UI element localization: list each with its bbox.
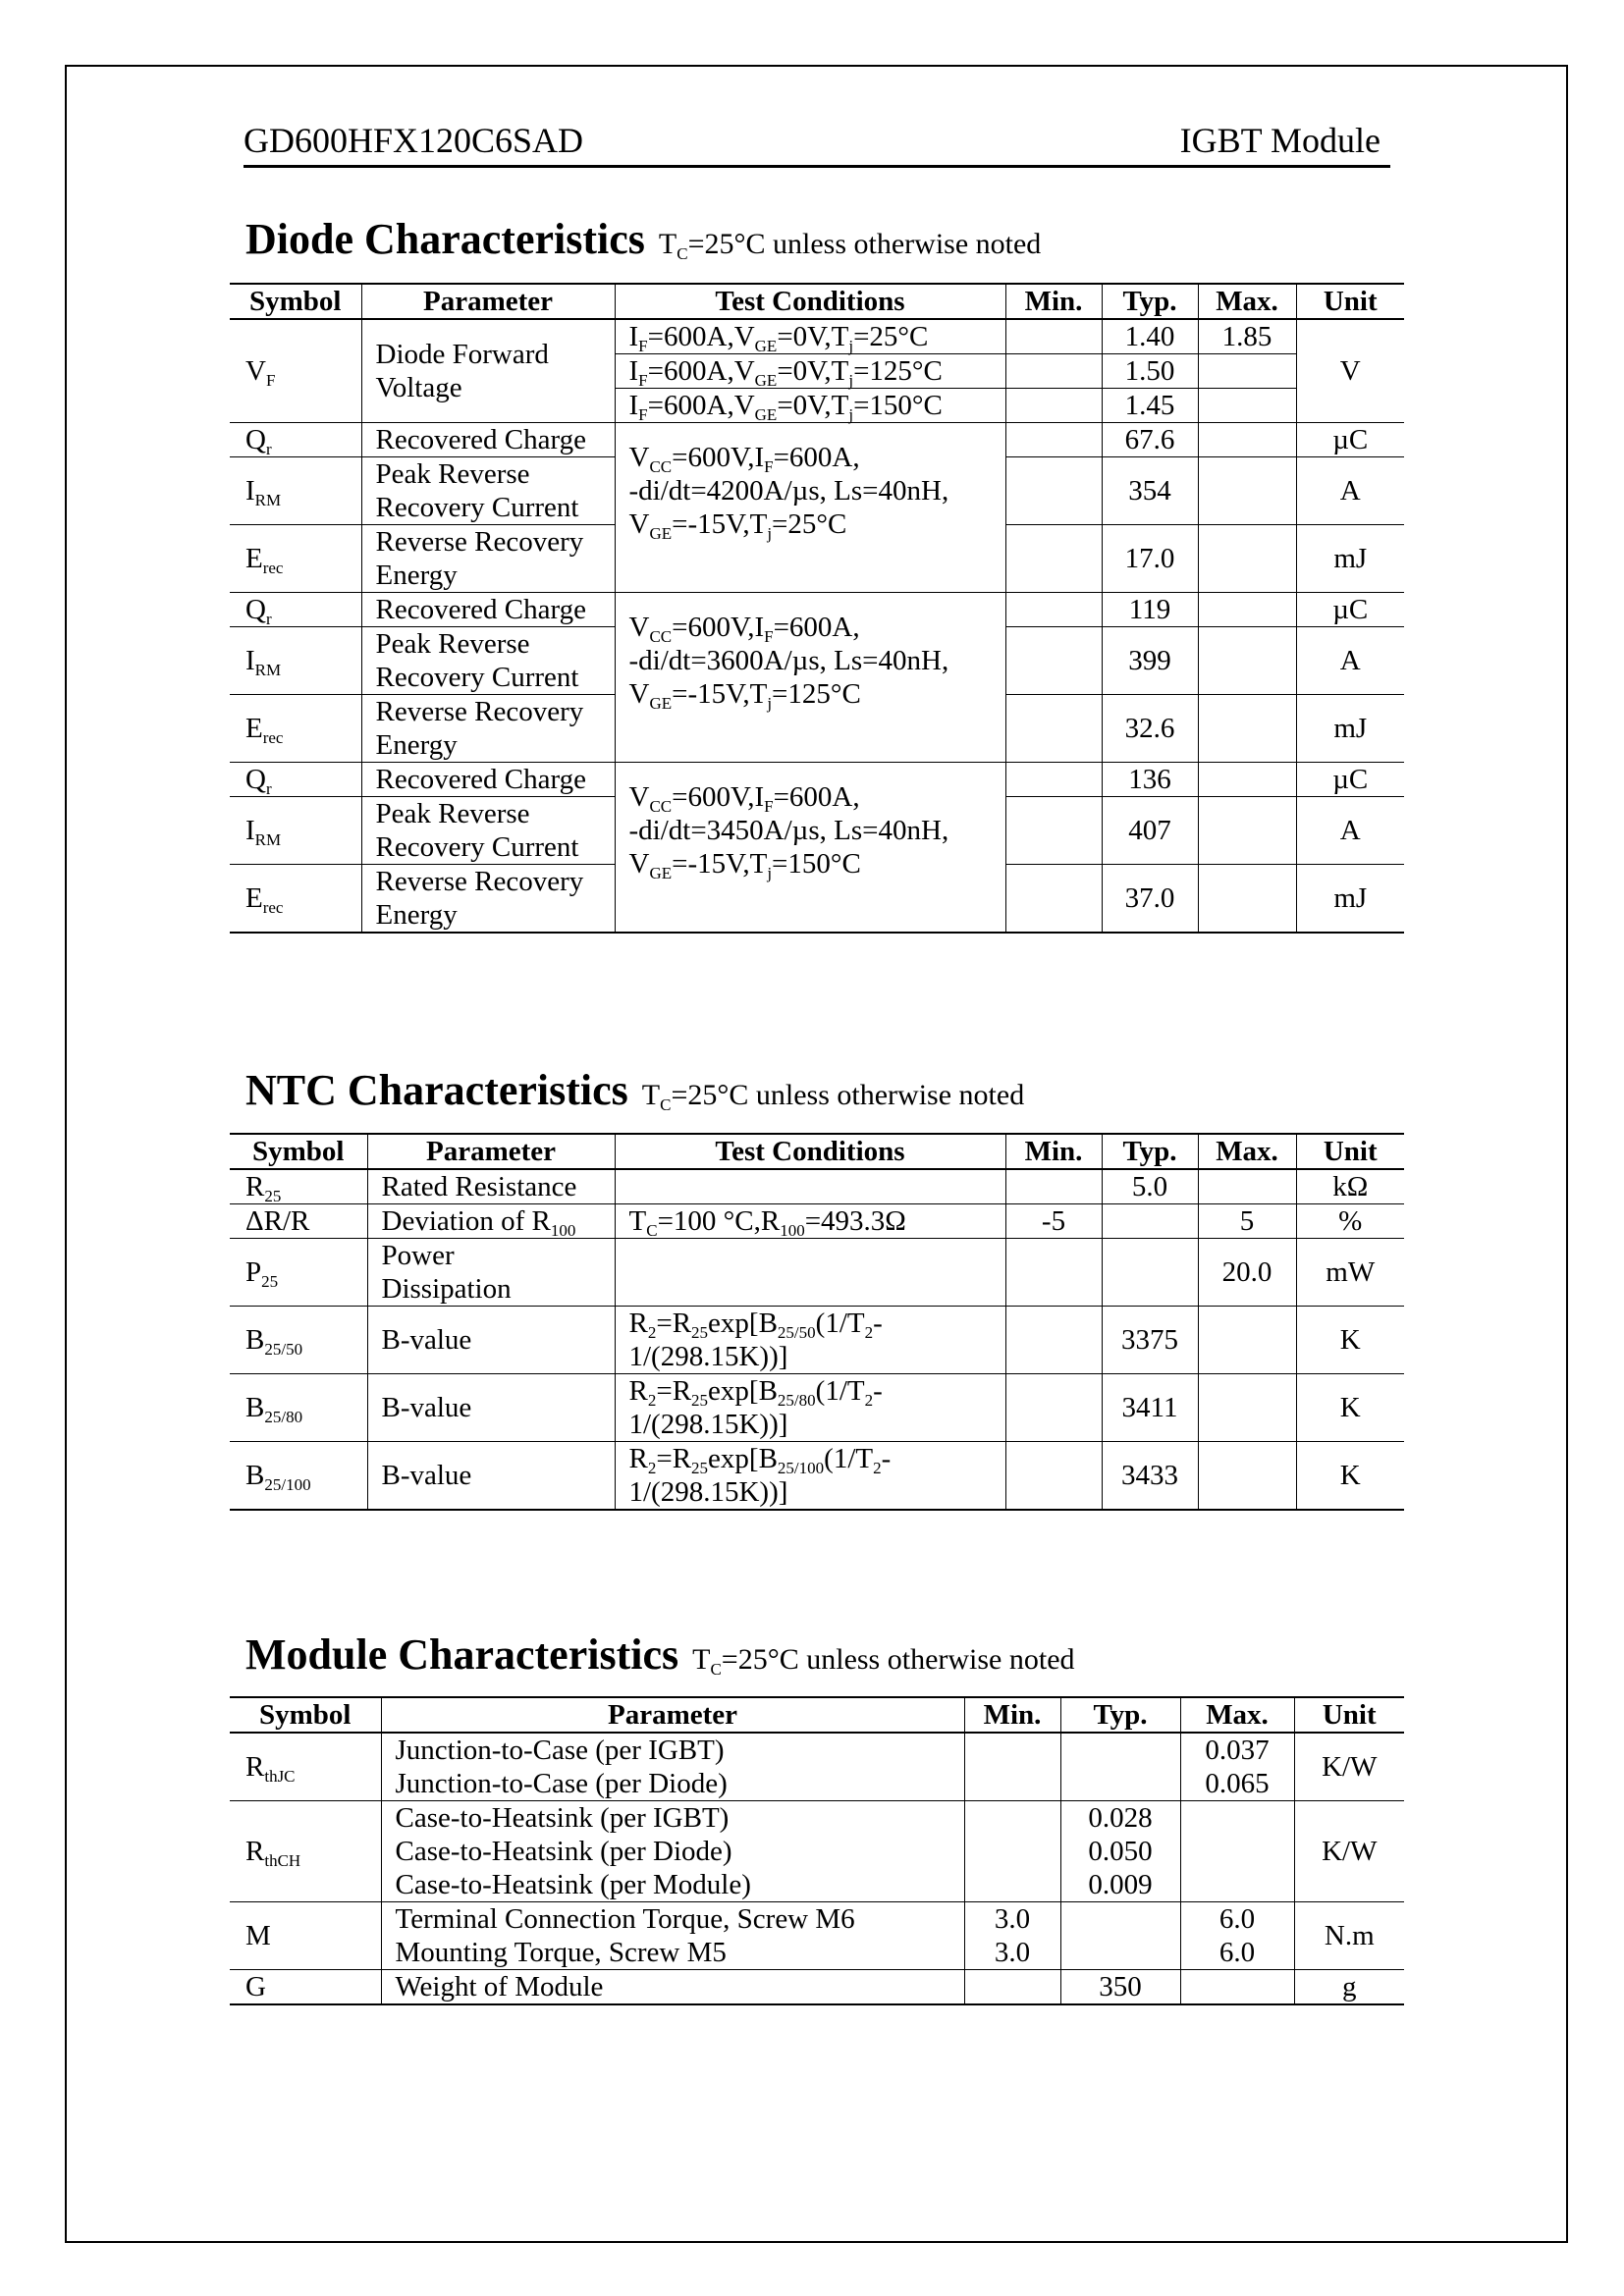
table-row: $I_F=600A,V_{GE}=0V,T_j=125^\circ C$ 1.50 bbox=[230, 354, 1404, 389]
table-header-row: Symbol Parameter Test Conditions Min. Typ. Max. Unit bbox=[230, 284, 1404, 319]
table-header-row: Symbol Parameter Test Conditions Min. Typ. Max. Unit bbox=[230, 1134, 1404, 1169]
module-condition: $T_C=25^\circ C$ unless otherwise noted bbox=[692, 1643, 1075, 1679]
table-row: $Q_r$ Recovered Charge $V_{CC}=600V,I_F=600A$, -di/dt=3450A/µs, Ls=40nH, $V_{GE}=-15V,T_j=150^\circ C$ 136 µC bbox=[230, 763, 1404, 797]
table-row: $R_{thCH}$ Case-to-Heatsink (per IGBT) Case-to-Heatsink (per Diode) Case-to-Heatsink (per Module) 0.028 0.050 0.009 K/W bbox=[230, 1801, 1404, 1902]
table-row: $B_{25/100}$ B-value $R_2=R_{25}\exp[B_{25/100}(1/T_2-$ 1/(298.15K))] 3433 K bbox=[230, 1442, 1404, 1511]
part-number: GD600HFX120C6SAD bbox=[244, 121, 584, 160]
vf-symbol: $V_F$ bbox=[245, 355, 276, 390]
test-conditions: $V_{CC}=600V,I_F=600A$, -di/dt=3450A/µs, Ls=40nH, $V_{GE}=-15V,T_j=150^\circ C$ bbox=[615, 763, 1005, 934]
table-row: $V_F$ Diode Forward Voltage $I_F=600A,V_{GE}=0V,T_j=25^\circ C$ 1.40 1.85 V bbox=[230, 319, 1404, 354]
table-row: ΔR/R Deviation of $R_{100}$ $T_C=100$ $^\circ C,R_{100}=493.3\Omega$ -5 5 % bbox=[230, 1204, 1404, 1239]
document-type: IGBT Module bbox=[1179, 121, 1380, 160]
diode-table: Symbol Parameter Test Conditions Min. Typ. Max. Unit $V_F$ Diode Forward Voltage $I_F=600A,V_{GE}=0V,T_j=25^\circ C$ 1.40 1.85 V $I_F=600A,V_{GE}=0V,T_j=125^\circ C$ 1.50 $I_F=600A,V_{GE}=0V,T_j=150^\circ C$ 1.45 $Q_r$ Recovered Charge $V_{CC}=600V,I_F=600A$, -di/dt=4200A/µs, Ls=40nH, $V_{GE}=-15V,T_j=25^\circ C$ 67.6 µC $I_{RM}$ Peak Reverse Recovery Current 354 A $E_{rec}$ Reverse Recovery Energy 17.0 mJ $Q_r$ Recovered Charge $V_{CC}=600V,I_F=600A$, -di/dt=3600A/µs, Ls=40nH, $V_{GE}=-15V,T_j=125^\circ C$ 119 µC $I_{RM}$ Peak Reverse Recovery Current 399 A $E_{rec}$ Reverse Recovery Energy 32.6 mJ $Q_r$ Recovered Charge $V_{CC}=600V,I_F=600A$, -di/dt=3450A/µs, Ls=40nH, $V_{GE}=-15V,T_j=150^\circ C$ 136 µC $I_{RM}$ Peak Reverse Recovery Current 407 A $E_{rec}$ Reverse Recovery Energy 37.0 mJ bbox=[230, 283, 1404, 934]
diode-title: Diode Characteristics bbox=[245, 215, 645, 263]
ntc-section-title bbox=[245, 1065, 1024, 1115]
page-header bbox=[244, 114, 1390, 168]
table-row: $Q_r$ Recovered Charge $V_{CC}=600V,I_F=600A$, -di/dt=4200A/µs, Ls=40nH, $V_{GE}=-15V,T_j=25^\circ C$ 67.6 µC bbox=[230, 423, 1404, 457]
table-header-row: Symbol Parameter Min. Typ. Max. Unit bbox=[230, 1697, 1404, 1733]
module-title: Module Characteristics bbox=[245, 1630, 679, 1679]
table-row: G Weight of Module 350 g bbox=[230, 1970, 1404, 2005]
ntc-condition: $T_C=25^\circ C$ unless otherwise noted bbox=[641, 1079, 1025, 1114]
test-conditions: $V_{CC}=600V,I_F=600A$, -di/dt=3600A/µs, Ls=40nH, $V_{GE}=-15V,T_j=125^\circ C$ bbox=[615, 593, 1005, 763]
table-row: $I_F=600A,V_{GE}=0V,T_j=150^\circ C$ 1.45 bbox=[230, 389, 1404, 423]
vf-parameter: Diode Forward Voltage bbox=[361, 319, 615, 423]
table-row: $Q_r$ Recovered Charge $V_{CC}=600V,I_F=600A$, -di/dt=3600A/µs, Ls=40nH, $V_{GE}=-15V,T_j=125^\circ C$ 119 µC bbox=[230, 593, 1404, 627]
module-table bbox=[230, 1696, 1404, 2005]
diode-section-title bbox=[245, 214, 1041, 264]
table-row: M Terminal Connection Torque, Screw M6 Mounting Torque, Screw M5 3.0 3.0 6.0 6.0 N.m bbox=[230, 1902, 1404, 1970]
table-row: $B_{25/50}$ B-value $R_2=R_{25}\exp[B_{25/50}(1/T_2-$ 1/(298.15K))] 3375 K bbox=[230, 1307, 1404, 1374]
table-row: $B_{25/80}$ B-value $R_2=R_{25}\exp[B_{25/80}(1/T_2-$ 1/(298.15K))] 3411 K bbox=[230, 1374, 1404, 1442]
module-section-title bbox=[245, 1629, 1075, 1680]
test-conditions: $V_{CC}=600V,I_F=600A$, -di/dt=4200A/µs, Ls=40nH, $V_{GE}=-15V,T_j=25^\circ C$ bbox=[615, 423, 1005, 593]
diode-condition: $T_C=25^\circ C$ unless otherwise noted bbox=[658, 228, 1042, 263]
ntc-title: NTC Characteristics bbox=[245, 1066, 628, 1114]
ntc-table bbox=[230, 1133, 1404, 1511]
table-row: $P_{25}$ Power Dissipation 20.0 mW bbox=[230, 1239, 1404, 1307]
table-row: $R_{25}$ Rated Resistance 5.0 kΩ bbox=[230, 1169, 1404, 1204]
table-row: $R_{thJC}$ Junction-to-Case (per IGBT) Junction-to-Case (per Diode) 0.037 0.065 K/W bbox=[230, 1733, 1404, 1801]
